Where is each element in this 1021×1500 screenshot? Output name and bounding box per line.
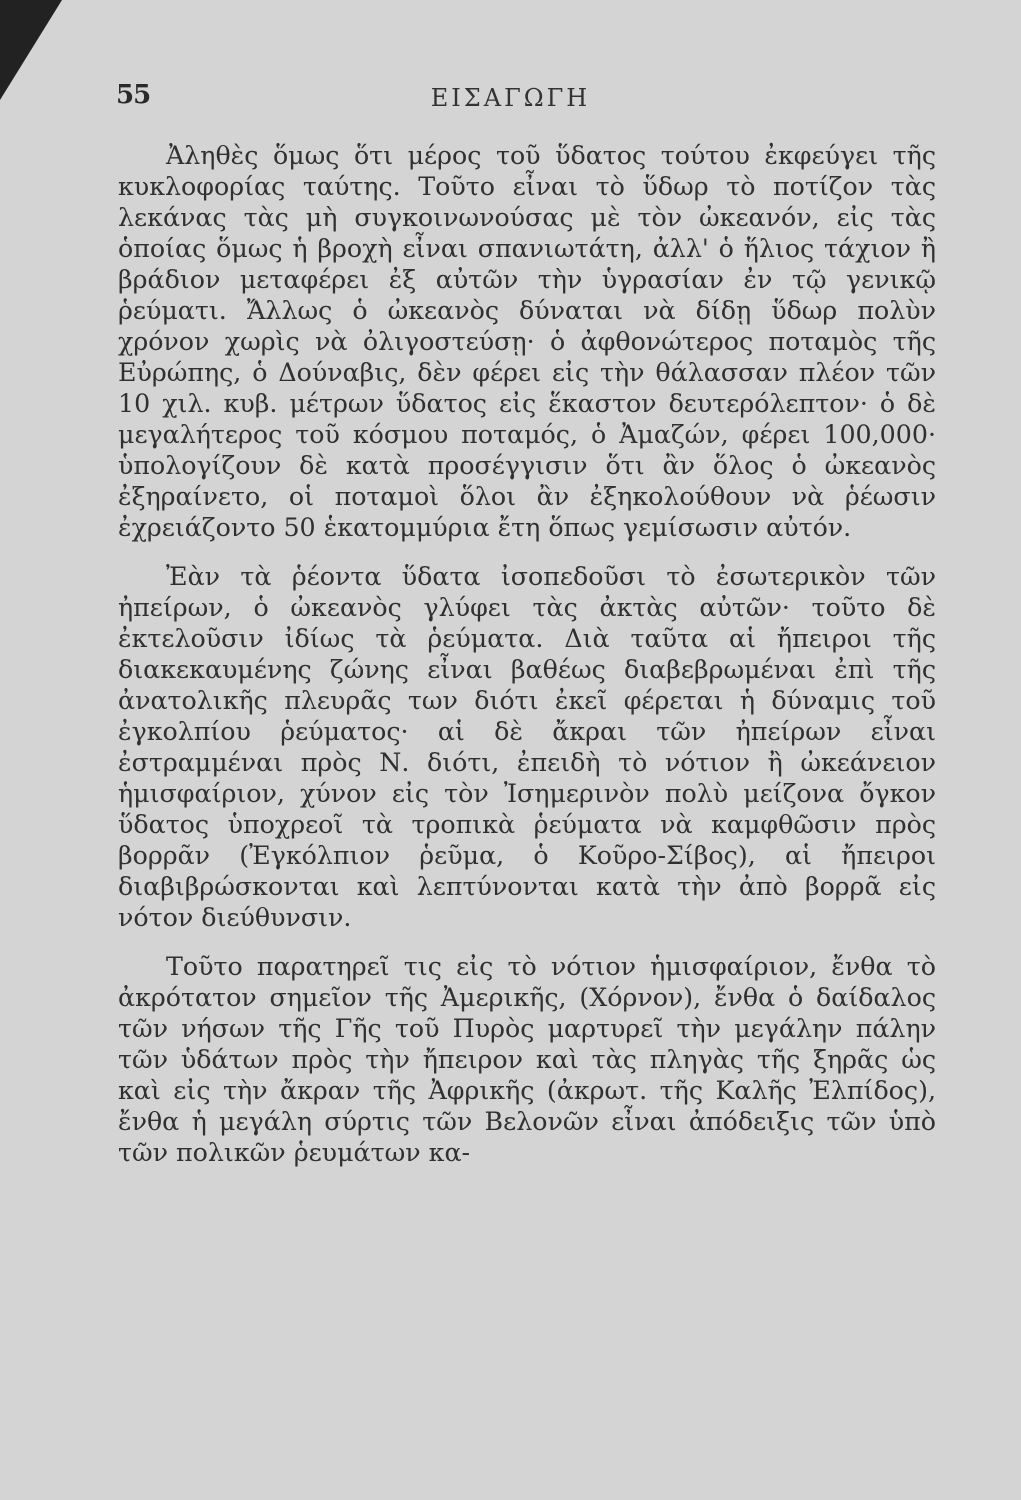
running-title: ΕΙΣΑΓΩΓΗ <box>430 84 591 112</box>
paragraph: Τοῦτο παρατηρεῖ τις εἰς τὸ νότιον ἡμισφαίριον, ἔνθα τὸ ἀκρότατον σημεῖον τῆς Ἀμερικῆς, (Χόρνον), ἔνθα ὁ δαίδαλος τῶν νήσων τῆς Γῆς τοῦ Πυρὸς μαρτυρεῖ τὴν μεγάλην πάλην τῶν ὑδάτων πρὸς τὴν ἤπειρον καὶ τὰς πληγὰς τῆς ξηρᾶς ὡς καὶ εἰς τὴν ἄκραν τῆς Ἀφρικῆς (ἀκρωτ. τῆς Καλῆς Ἐλπίδος), ἔνθα ἡ μεγάλη σύρτις τῶν Βελονῶν εἶναι ἀπόδειξις τῶν ὑπὸ τῶν πολικῶν ῥευμάτων κα- <box>118 952 936 1167</box>
paragraph: Ἀληθὲς ὅμως ὅτι μέρος τοῦ ὕδατος τούτου ἐκφεύγει τῆς κυκλοφορίας ταύτης. Τοῦτο εἶναι τὸ ὕδωρ τὸ ποτίζον τὰς λεκάνας τὰς μὴ συγκοινωνούσας μὲ τὸν ὠκεανόν, εἰς τὰς ὁποίας ὅμως ἡ βροχὴ εἶναι σπανιωτάτη, ἀλλ' ὁ ἥλιος τάχιον ἢ βράδιον μεταφέρει ἐξ αὐτῶν τὴν ὑγρασίαν ἐν τῷ γενικῷ ῥεύματι. Ἄλλως ὁ ὠκεανὸς δύναται νὰ δίδῃ ὕδωρ πολὺν χρόνον χωρὶς νὰ ὀλιγοστεύσῃ· ὁ ἀφθονώτερος ποταμὸς τῆς Εὐρώπης, ὁ Δούναβις, δὲν φέρει εἰς τὴν θάλασσαν πλέον τῶν 10 χιλ. κυβ. μέτρων ὕδατος εἰς ἕκαστον δευτερόλεπτον· ὁ δὲ μεγαλήτερος τοῦ κόσμου ποταμός, ὁ Ἀμαζών, φέρει 100,000· ὑπολογίζουν δὲ κατὰ προσέγγισιν ὅτι ἂν ὅλος ὁ ὠκεανὸς ἐξηραίνετο, οἱ ποταμοὶ ὅλοι ἂν ἐξηκολούθουν νὰ ῥέωσιν ἐχρειάζοντο 50 ἑκατομμύρια ἔτη ὅπως γεμίσωσιν αὐτόν. <box>118 141 936 542</box>
body-text <box>118 140 936 1186</box>
page-number: 55 <box>116 80 151 110</box>
paragraph: Ἐὰν τὰ ῥέοντα ὕδατα ἰσοπεδοῦσι τὸ ἐσωτερικὸν τῶν ἠπείρων, ὁ ὠκεανὸς γλύφει τὰς ἀκτὰς αὐτῶν· τοῦτο δὲ ἐκτελοῦσιν ἰδίως τὰ ῥεύματα. Διὰ ταῦτα αἱ ἤπειροι τῆς διακεκαυμένης ζώνης εἶναι βαθέως διαβεβρωμέναι ἐπὶ τῆς ἀνατολικῆς πλευρᾶς των διότι ἐκεῖ φέρεται ἡ δύναμις τοῦ ἐγκολπίου ῥεύματος· αἱ δὲ ἄκραι τῶν ἠπείρων εἶναι ἐστραμμέναι πρὸς Ν. διότι, ἐπειδὴ τὸ νότιον ἢ ὠκεάνειον ἡμισφαίριον, χύνον εἰς τὸν Ἰσημερινὸν πολὺ μείζονα ὄγκον ὕδατος ὑποχρεοῖ τὰ τροπικὰ ῥεύματα νὰ καμφθῶσιν πρὸς βορρᾶν (Ἐγκόλπιον ῥεῦμα, ὁ Κοῦρο-Σίβος), αἱ ἤπειροι διαβιβρώσκονται καὶ λεπτύνονται κατὰ τὴν ἀπὸ βορρᾶ εἰς νότον διεύθυνσιν. <box>118 562 936 932</box>
